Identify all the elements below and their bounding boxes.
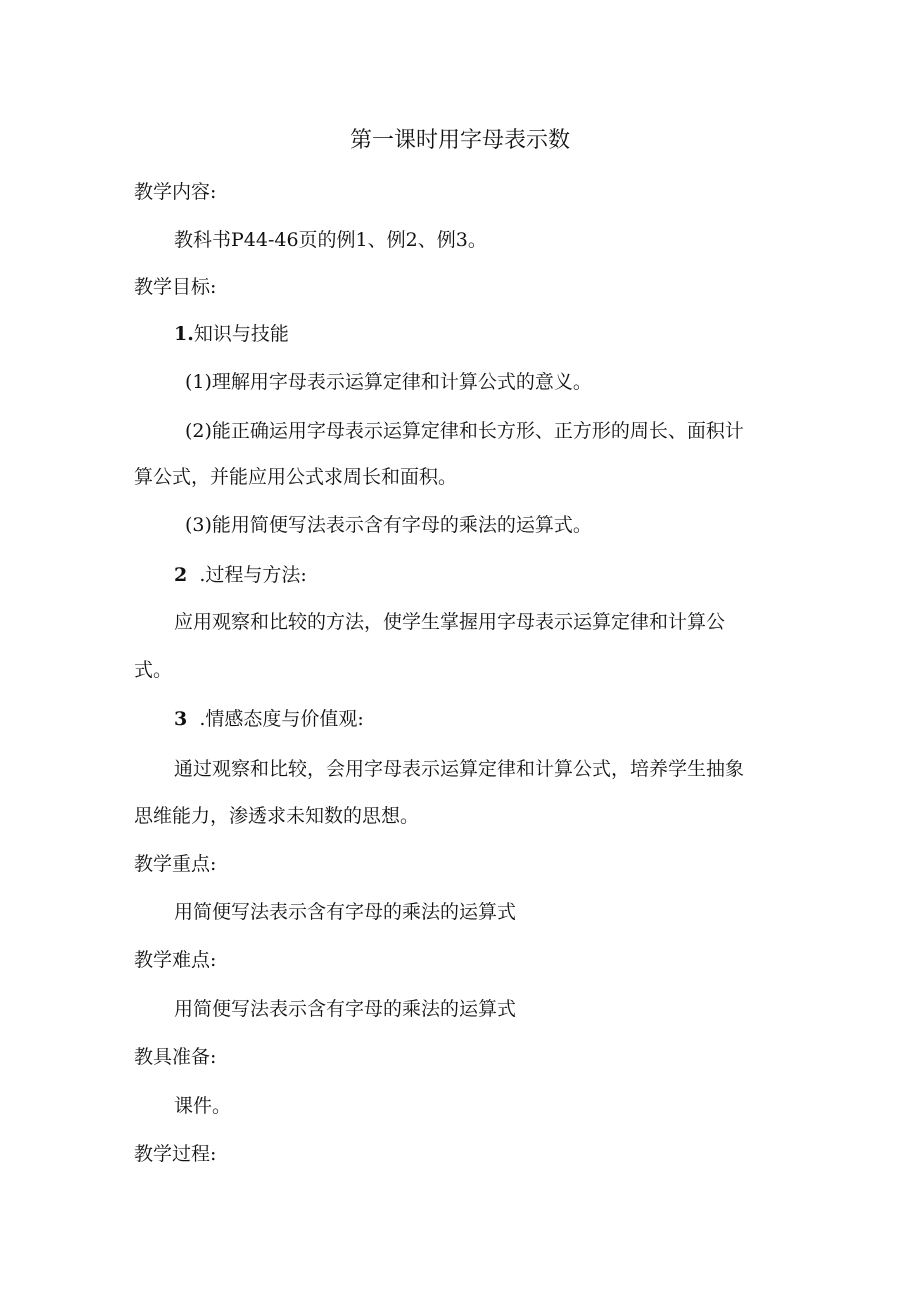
- goal3-text-line1: 通过观察和比较，会用字母表示运算定律和计算公式，培养学生抽象: [174, 758, 745, 780]
- key-heading: 教学重点:: [134, 853, 217, 875]
- goal1-item-2-continued: 算公式，并能应用公式求周长和面积。: [134, 466, 458, 488]
- goal1-item-1: (1)理解用字母表示运算定律和计算公式的意义。: [185, 371, 592, 393]
- key-text: 用简便写法表示含有字母的乘法的运算式: [174, 901, 517, 923]
- goal1-label: 知识与技能: [193, 323, 289, 345]
- content-heading: 教学内容:: [134, 181, 217, 203]
- document-title: 第一课时用字母表示数: [349, 128, 570, 153]
- goal3-label: .情感态度与价值观:: [199, 708, 364, 730]
- tools-heading: 教具准备:: [134, 1046, 217, 1068]
- goals-heading: 教学目标:: [134, 276, 217, 298]
- goal3-number: 3: [174, 708, 188, 730]
- goal2-text-line2: 式。: [134, 659, 173, 681]
- tools-text: 课件。: [174, 1095, 232, 1117]
- process-heading: 教学过程:: [134, 1143, 217, 1165]
- goal2-heading: [174, 563, 307, 587]
- difficulty-heading: 教学难点:: [134, 949, 217, 971]
- goal3-heading: [174, 707, 364, 731]
- goal1-heading: [174, 322, 289, 346]
- content-text: 教科书P44-46页的例1、例2、例3。: [174, 229, 487, 251]
- goal1-number: 1.: [174, 323, 194, 345]
- goal2-label: .过程与方法:: [199, 564, 307, 586]
- goal2-text-line1: 应用观察和比较的方法，使学生掌握用字母表示运算定律和计算公: [174, 611, 726, 633]
- goal2-number: 2: [174, 564, 188, 586]
- difficulty-text: 用简便写法表示含有字母的乘法的运算式: [174, 998, 517, 1020]
- goal1-item-2: (2)能正确运用字母表示运算定律和长方形、正方形的周长、面积计: [185, 420, 744, 442]
- goal1-item-3: (3)能用简便写法表示含有字母的乘法的运算式。: [185, 514, 592, 536]
- goal3-text-line2: 思维能力，渗透求未知数的思想。: [134, 805, 420, 827]
